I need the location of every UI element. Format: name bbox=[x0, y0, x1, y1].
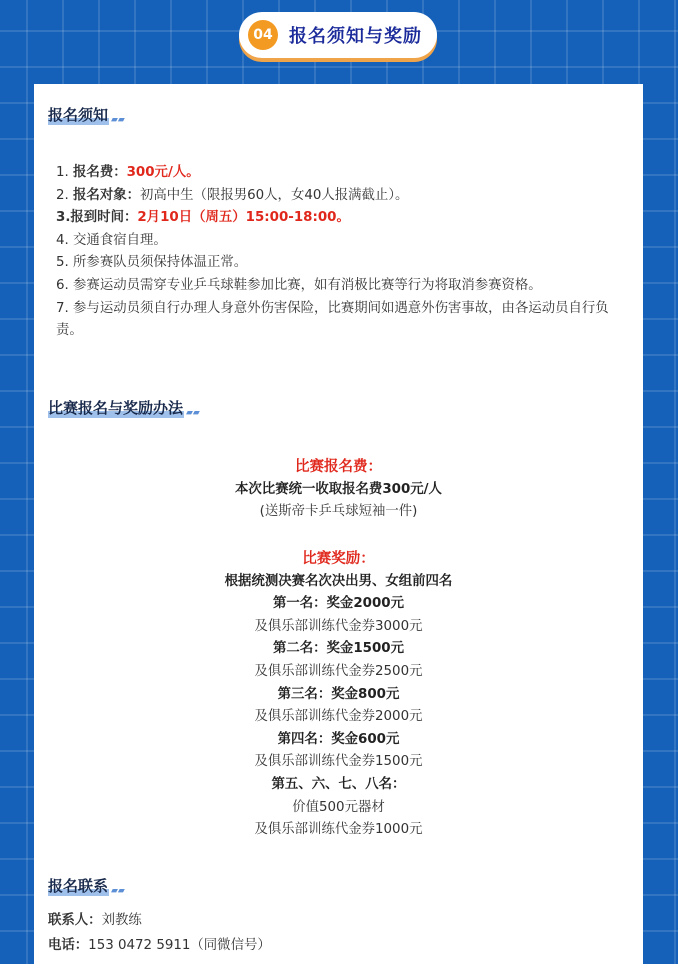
prize-rank: 第二名：奖金1500元 bbox=[272, 641, 404, 657]
award-block bbox=[34, 548, 643, 842]
rewards-heading-label: 比赛报名与奖励办法 bbox=[48, 399, 184, 417]
rewards-heading bbox=[48, 397, 200, 418]
award-heading: 比赛奖励： bbox=[302, 551, 375, 567]
prize-extra: 及俱乐部训练代金券3000元 bbox=[254, 618, 423, 634]
section-number-badge: 04 bbox=[248, 20, 278, 50]
brush-deco-icon: ▰▰ bbox=[186, 408, 200, 418]
fee-note: (送斯帝卡乒乓球短袖一件) bbox=[259, 504, 418, 520]
notice-item-fee: 1. 报名费：300元/人。 bbox=[56, 165, 200, 180]
prize-rank: 第四名：奖金600元 bbox=[277, 731, 400, 747]
prize-extra: 价值500元器材 bbox=[292, 799, 385, 815]
notice-item-shoes: 6. 参赛运动员需穿专业乒乓球鞋参加比赛，如有消极比赛等行为将取消参赛资格。 bbox=[56, 277, 542, 293]
notice-item-transport: 4. 交通食宿自理。 bbox=[56, 232, 167, 248]
notice-item-eligibility: 2. 报名对象：初高中生（限报男60人，女40人报满截止）。 bbox=[56, 187, 409, 203]
contact-heading-label: 报名联系 bbox=[48, 877, 109, 895]
award-intro: 根据统测决赛名次决出男、女组前四名 bbox=[224, 573, 453, 589]
notice-item-insurance: 7. 参与运动员须自行办理人身意外伤害保险，比赛期间如遇意外伤害事故，由各运动员自行负责。 bbox=[56, 300, 609, 339]
content-card bbox=[34, 84, 643, 964]
fee-line: 本次比赛统一收取报名费300元/人 bbox=[235, 481, 442, 497]
prize-extra: 及俱乐部训练代金券2500元 bbox=[254, 663, 423, 679]
notice-list bbox=[56, 162, 624, 343]
notice-heading bbox=[48, 104, 125, 125]
notice-item-checkin: 3.报到时间：2月10日（周五）15:00-18:00。 bbox=[56, 210, 350, 226]
prize-rank: 第三名：奖金800元 bbox=[277, 686, 400, 702]
prize-rank: 第一名：奖金2000元 bbox=[272, 596, 404, 612]
prize-extra: 及俱乐部训练代金券1000元 bbox=[254, 822, 423, 838]
prize-extra: 及俱乐部训练代金券2000元 bbox=[254, 709, 423, 725]
fee-heading: 比赛报名费： bbox=[295, 459, 382, 475]
contact-person: 联系人：刘教练 bbox=[48, 913, 142, 928]
contact-heading bbox=[48, 875, 125, 896]
notice-heading-label: 报名须知 bbox=[48, 106, 109, 124]
contact-phone: 电话：153 0472 5911（同微信号） bbox=[48, 938, 271, 953]
brush-deco-icon: ▰▰ bbox=[111, 886, 125, 896]
section-header bbox=[239, 12, 437, 58]
notice-item-temperature: 5. 所参赛队员须保持体温正常。 bbox=[56, 255, 248, 271]
fee-block bbox=[34, 456, 643, 524]
section-title: 报名须知与奖励 bbox=[289, 26, 422, 47]
prize-extra: 及俱乐部训练代金券1500元 bbox=[254, 754, 423, 770]
brush-deco-icon: ▰▰ bbox=[111, 115, 125, 125]
prize-rank: 第五、六、七、八名： bbox=[271, 776, 406, 792]
